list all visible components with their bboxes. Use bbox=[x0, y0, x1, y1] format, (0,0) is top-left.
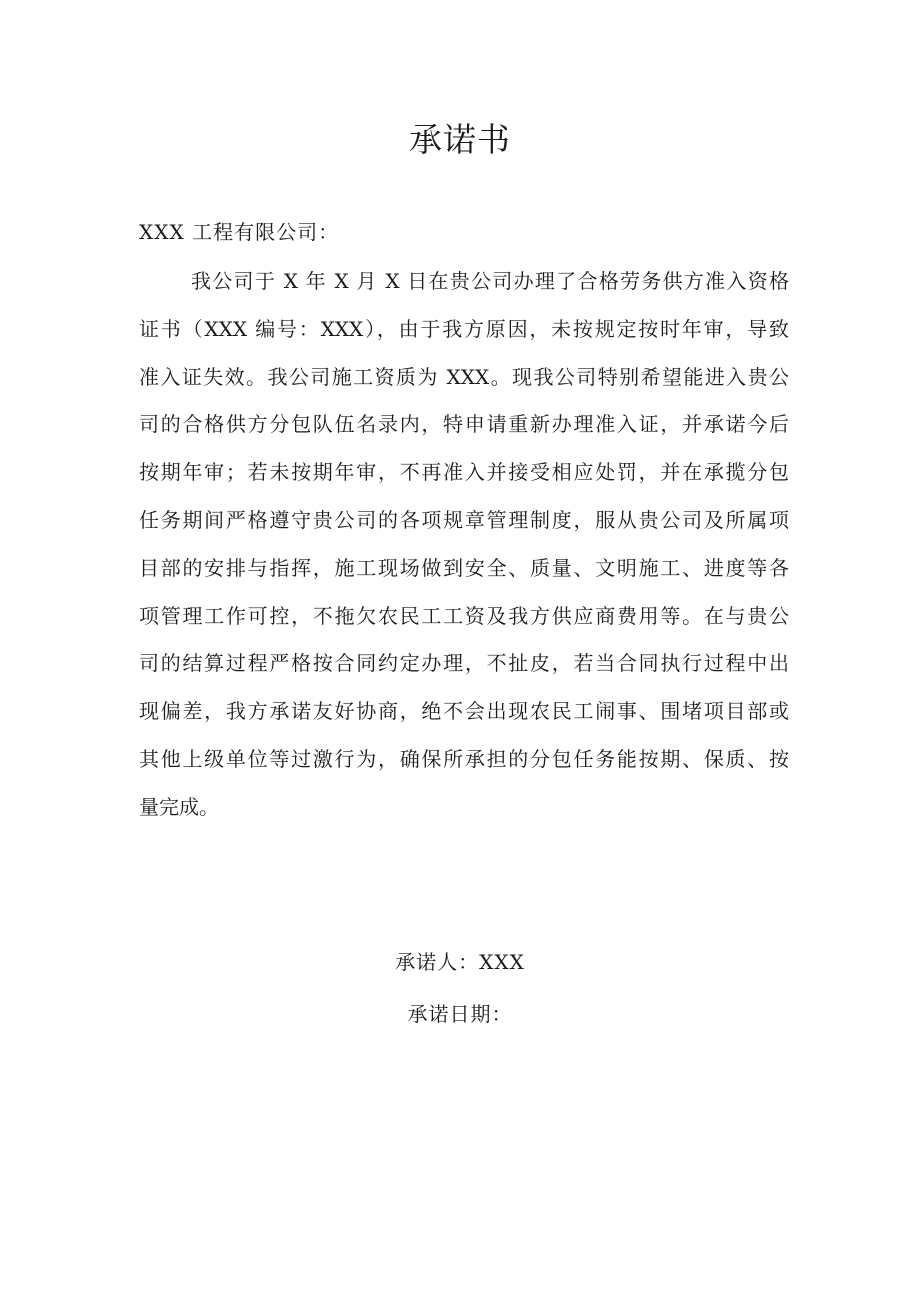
body-paragraph bbox=[139, 265, 789, 839]
body-line: 准入证失效。我公司施工资质为 XXX。现我公司特别希望能进入贵公 bbox=[139, 364, 789, 389]
document-title: 承诺书 bbox=[409, 120, 511, 159]
body-line: 其他上级单位等过激行为，确保所承担的分包任务能按期、保质、按 bbox=[139, 746, 789, 771]
body-line: 目部的安排与指挥，施工现场做到安全、质量、文明施工、进度等各 bbox=[139, 555, 789, 580]
body-line: 任务期间严格遵守贵公司的各项规章管理制度，服从贵公司及所属项 bbox=[139, 507, 789, 532]
signing-date-label: 承诺日期： bbox=[407, 1002, 513, 1026]
body-line: 我公司于 X 年 X 月 X 日在贵公司办理了合格劳务供方准入资格 bbox=[191, 269, 789, 293]
signer-name: 承诺人：XXX bbox=[395, 950, 525, 974]
body-line: 项管理工作可控，不拖欠农民工工资及我方供应商费用等。在与贵公 bbox=[139, 603, 789, 628]
body-line: 量完成。 bbox=[139, 794, 219, 819]
body-line: 证书（XXX 编号：XXX），由于我方原因，未按规定按时年审，导致 bbox=[139, 316, 789, 341]
body-line: 司的结算过程严格按合同约定办理，不扯皮，若当合同执行过程中出 bbox=[139, 651, 789, 676]
body-line: 现偏差，我方承诺友好协商，绝不会出现农民工闹事、围堵项目部或 bbox=[139, 699, 789, 724]
salutation: XXX 工程有限公司： bbox=[139, 220, 340, 244]
body-line: 司的合格供方分包队伍名录内，特申请重新办理准入证，并承诺今后 bbox=[139, 412, 789, 437]
body-line: 按期年审；若未按期年审，不再准入并接受相应处罚，并在承揽分包 bbox=[139, 460, 789, 485]
